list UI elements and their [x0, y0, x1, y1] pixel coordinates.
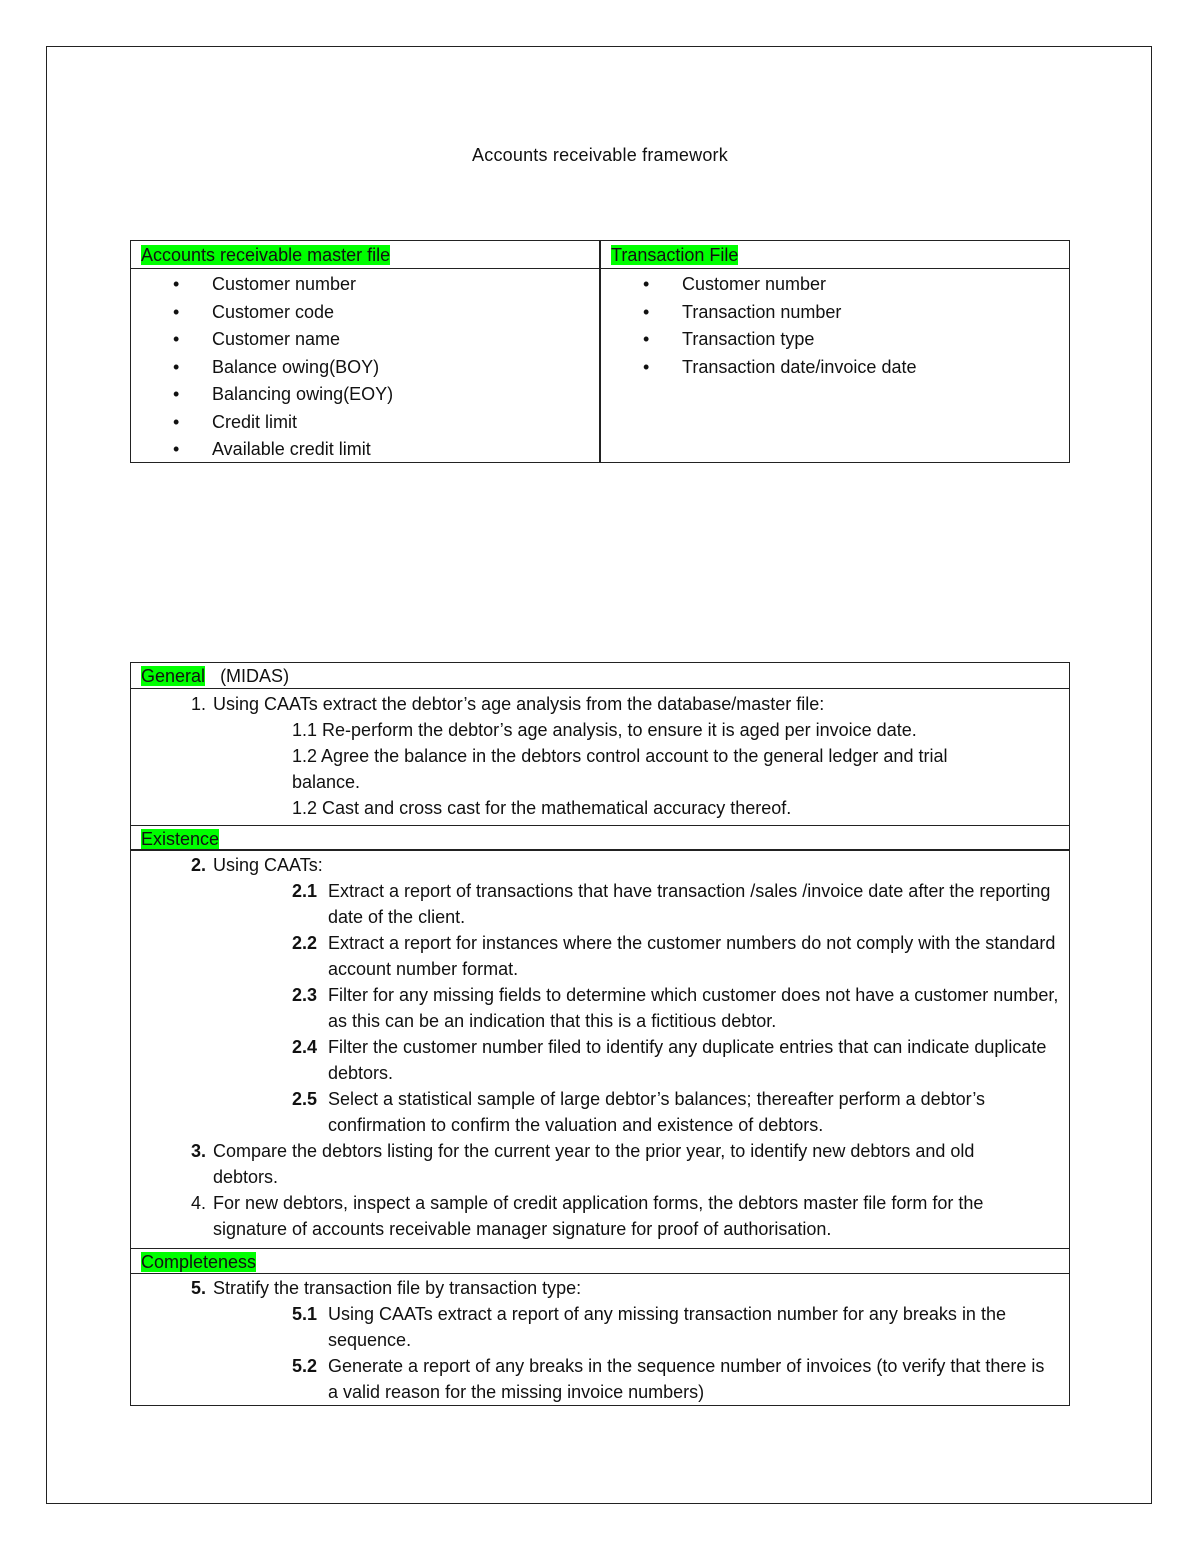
general-heading-suffix: (MIDAS) [220, 666, 290, 686]
item-number: 3. [191, 1141, 207, 1161]
sub-item-number: 2.4 [292, 1037, 318, 1057]
sub-item-number: 1.1 [292, 720, 318, 740]
procedure-item [131, 1190, 1069, 1242]
general-body [131, 689, 1069, 825]
sub-item [292, 717, 1069, 743]
sub-item-number: 2.2 [292, 933, 318, 953]
sub-item-text: Extract a report for instances where the customer numbers do not comply with the standard account number format. [328, 933, 1056, 979]
list-item: • Customer name [131, 326, 599, 354]
document-title: Accounts receivable framework [472, 145, 728, 165]
completeness-heading-text: Completeness [141, 1252, 257, 1272]
sub-item-text: Filter for any missing fields to determine which customer does not have a customer number, as this can be an indication that this is a fictitious debtor. [328, 985, 1059, 1031]
sub-item [292, 1301, 1069, 1353]
item-number: 1. [191, 694, 207, 714]
sub-item [292, 1353, 1069, 1405]
list-item: • Transaction type [601, 326, 1069, 354]
procedure-item [131, 852, 1069, 878]
transaction-file-column [601, 241, 1069, 462]
item-text: For new debtors, inspect a sample of credit application forms, the debtors master file form for the signature of accounts receivable manager signature for proof of authorisation. [213, 1193, 984, 1239]
sub-item-number: 1.2 [292, 746, 318, 766]
list-item: • Customer code [131, 299, 599, 327]
sub-item-text: Using CAATs extract a report of any missing transaction number for any breaks in the sequence. [328, 1304, 1006, 1350]
list-item: • Transaction date/invoice date [601, 354, 1069, 382]
master-file-list [131, 269, 599, 464]
sub-item-text: Generate a report of any breaks in the sequence number of invoices (to verify that there is a valid reason for the missing invoice numbers) [328, 1356, 1045, 1402]
item-number: 5. [191, 1278, 207, 1298]
sub-item [292, 878, 1069, 930]
list-item: • Balance owing(BOY) [131, 354, 599, 382]
sub-item-text: Extract a report of transactions that have transaction /sales /invoice date after the reporting date of the client. [328, 881, 1051, 927]
master-file-heading [131, 241, 599, 269]
sub-item-text: Agree the balance in the debtors control account to the general ledger and trial [321, 746, 948, 766]
sub-item-number: 1.2 [292, 798, 318, 818]
sub-item [292, 1034, 1069, 1086]
existence-body [131, 851, 1069, 1248]
list-item: • Transaction number [601, 299, 1069, 327]
procedures-table [130, 662, 1070, 1406]
list-item: • Balancing owing(EOY) [131, 381, 599, 409]
sub-item [292, 930, 1069, 982]
sub-item-number: 5.2 [292, 1356, 318, 1376]
master-file-column [131, 241, 601, 462]
procedure-item [131, 1275, 1069, 1301]
fields-table [130, 240, 1070, 463]
completeness-body [131, 1274, 1069, 1407]
item-text: Using CAATs extract the debtor’s age analysis from the database/master file: [213, 694, 825, 714]
item-text: Compare the debtors listing for the current year to the prior year, to identify new debtors and old debtors. [213, 1141, 975, 1187]
master-file-heading-text: Accounts receivable master file [141, 245, 391, 265]
general-heading-text: General [141, 666, 206, 686]
sub-item-number: 5.1 [292, 1304, 318, 1324]
transaction-file-heading-text: Transaction File [611, 245, 739, 265]
list-item: • Available credit limit [131, 436, 599, 464]
list-item: • Credit limit [131, 409, 599, 437]
procedure-item [131, 1138, 1069, 1190]
procedure-item [131, 691, 1069, 717]
sub-item-number: 2.3 [292, 985, 318, 1005]
sub-item-text: Re-perform the debtor’s age analysis, to ensure it is aged per invoice date. [322, 720, 917, 740]
list-item: • Customer number [131, 271, 599, 299]
existence-heading-text: Existence [141, 829, 220, 849]
sub-item-text: Cast and cross cast for the mathematical accuracy thereof. [322, 798, 792, 818]
sub-item [292, 743, 1069, 795]
existence-heading [131, 825, 1069, 851]
general-heading [131, 663, 1069, 689]
sub-item-text: Select a statistical sample of large debtor’s balances; thereafter perform a debtor’s confirmation to confirm the valuation and existence of debtors. [328, 1089, 986, 1135]
sub-item [292, 1086, 1069, 1138]
sub-item-continuation: balance. [292, 772, 361, 792]
item-text: Using CAATs: [213, 855, 323, 875]
list-item: • Customer number [601, 271, 1069, 299]
sub-item-number: 2.5 [292, 1089, 318, 1109]
item-number: 4. [191, 1193, 207, 1213]
transaction-file-heading [601, 241, 1069, 269]
sub-item-number: 2.1 [292, 881, 318, 901]
sub-item-text: Filter the customer number filed to identify any duplicate entries that can indicate duplicate debtors. [328, 1037, 1047, 1083]
sub-item [292, 795, 1069, 821]
completeness-heading [131, 1248, 1069, 1274]
item-number: 2. [191, 855, 207, 875]
sub-item [292, 982, 1069, 1034]
transaction-file-list [601, 269, 1069, 381]
item-text: Stratify the transaction file by transaction type: [213, 1278, 582, 1298]
